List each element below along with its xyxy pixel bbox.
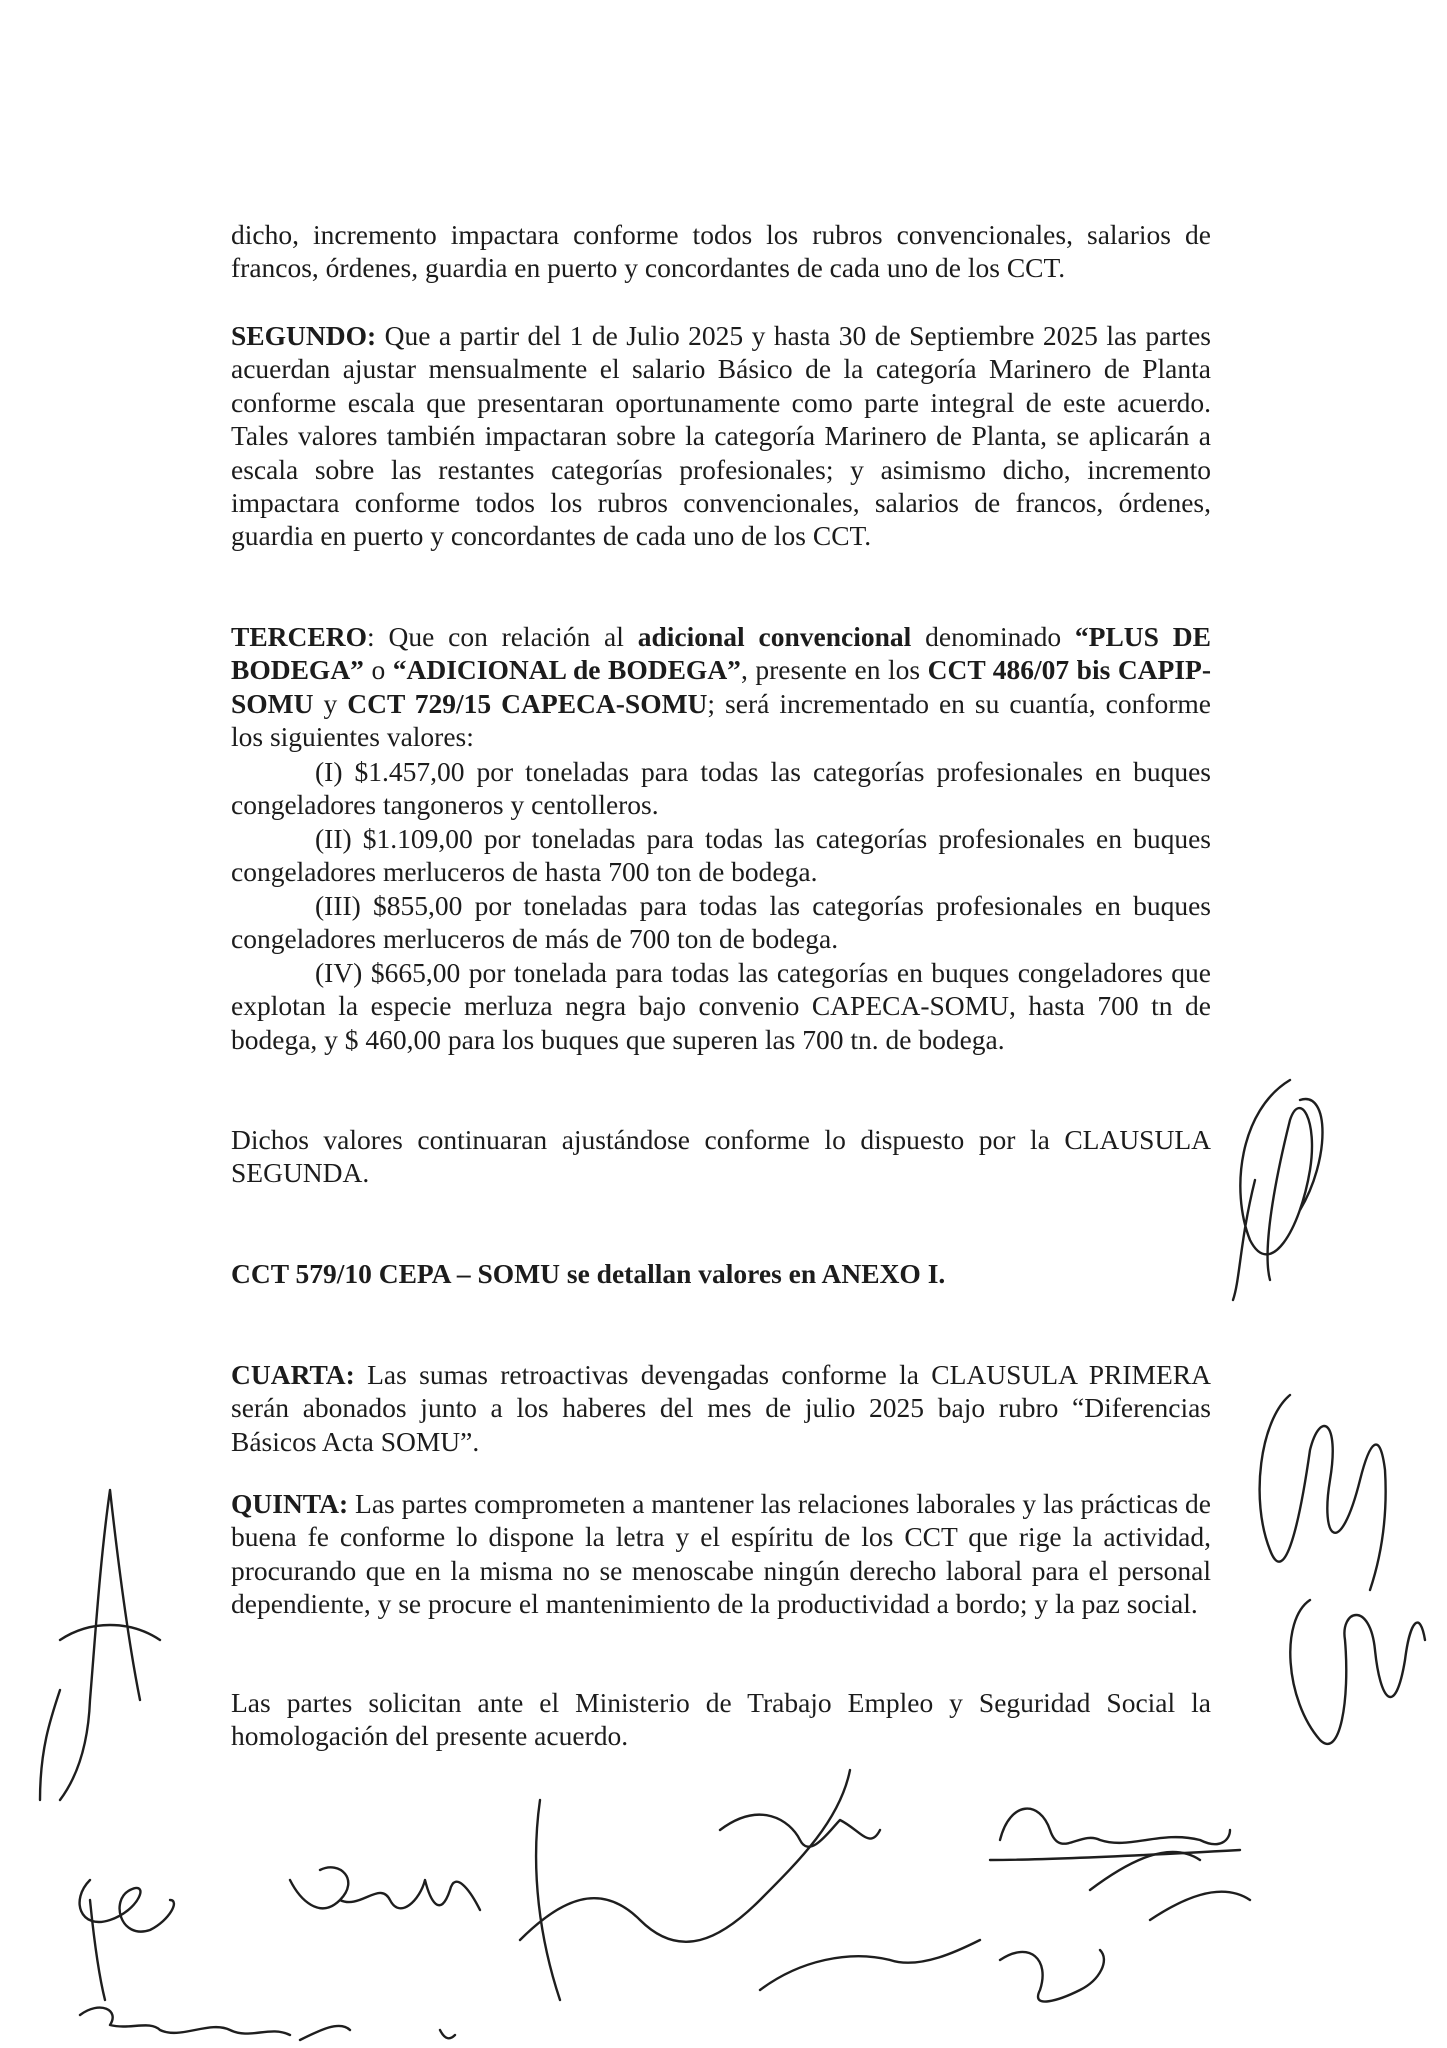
paragraph-closing: Las partes solicitan ante el Ministerio de Trabajo Empleo y Seguridad Social la homologación del presente acuerdo. bbox=[231, 1687, 1211, 1752]
signature-right-upper bbox=[1233, 1080, 1323, 1300]
tercero-item-1: (I) $1.457,00 por toneladas para todas las categorías profesionales en buques congeladores tangoneros y centolleros. bbox=[231, 756, 1211, 821]
cuarta-text: Las sumas retroactivas devengadas conforme la CLAUSULA PRIMERA serán abonados junto a los haberes del mes de julio 2025 bajo rubro “Diferencias Básicos Acta SOMU”. bbox=[231, 1359, 1211, 1457]
paragraph-dichos: Dichos valores continuaran ajustándose conforme lo dispuesto por la CLAUSULA SEGUNDA. bbox=[231, 1124, 1211, 1189]
paragraph-quinta bbox=[231, 1487, 1211, 1621]
signature-bottom-center-3 bbox=[720, 1815, 880, 1847]
quinta-label: QUINTA: bbox=[231, 1488, 349, 1519]
paragraph-intro bbox=[231, 218, 1211, 285]
cct579-text: CCT 579/10 CEPA – SOMU se detallan valores en ANEXO I. bbox=[231, 1258, 946, 1289]
segundo-text: Que a partir del 1 de Julio 2025 y hasta 30 de Septiembre 2025 las partes acuerdan ajustar mensualmente el salario Básico de la categoría Marinero de Planta conforme escala que presentaran oportunamente como parte integral de este acuerdo. Tales valores también impactaran sobre la categoría Marinero de Planta, se aplicarán a escala sobre las restantes categorías profesionales; y asimismo dicho, incremento impactara conforme todos los rubros convencionales, salarios de francos, órdenes, guardia en puerto y concordantes de cada uno de los CCT. bbox=[231, 320, 1211, 552]
signature-right-lower bbox=[1290, 1600, 1425, 1744]
paragraph-cct579 bbox=[231, 1257, 1211, 1290]
signature-bottom-left-2 bbox=[80, 2008, 455, 2040]
tercero-item-3: (III) $855,00 por toneladas para todas las categorías profesionales en buques congeladores merluceros de más de 700 ton de bodega. bbox=[231, 890, 1211, 955]
signature-bottom-right-3 bbox=[760, 1940, 980, 1990]
signature-bottom-center-2 bbox=[520, 1770, 850, 2000]
tercero-item-2: (II) $1.109,00 por toneladas para todas las categorías profesionales en buques congeladores merluceros de hasta 700 ton de bodega. bbox=[231, 823, 1211, 888]
paragraph-tercero: TERCERO: Que con relación al adicional convencional denominado “PLUS DE BODEGA” o “ADICIONAL de BODEGA”, presente en los CCT 486/07 bis CAPIP-SOMU y CCT 729/15 CAPECA-SOMU; será incrementado en su cuantía, conforme los siguientes valores: bbox=[231, 621, 1211, 753]
paragraph-cuarta bbox=[231, 1358, 1211, 1458]
signature-right-middle bbox=[1260, 1395, 1386, 1590]
signature-bottom-right-1 bbox=[990, 1809, 1240, 1860]
signature-bottom-right-2 bbox=[1000, 1852, 1250, 2002]
quinta-text: Las partes comprometen a mantener las relaciones laborales y las prácticas de buena fe conforme lo dispone la letra y el espíritu de los CCT que rige la actividad, procurando que en la misma no se menoscabe ningún derecho laboral para el personal dependiente, y se procure el mantenimiento de la productividad a bordo; y la paz social. bbox=[231, 1488, 1211, 1620]
signature-bottom-left bbox=[80, 1880, 174, 2000]
signature-left-tall bbox=[40, 1490, 160, 1800]
tercero-label: TERCERO bbox=[231, 621, 367, 652]
tercero-item-4: (IV) $665,00 por tonelada para todas las categorías en buques congeladores que explotan la especie merluza negra bajo convenio CAPECA-SOMU, hasta 700 tn de bodega, y $ 460,00 para los buques que superen las 700 tn. de bodega. bbox=[231, 957, 1211, 1055]
cuarta-label: CUARTA: bbox=[231, 1359, 355, 1390]
intro-text: dicho, incremento impactara conforme todos los rubros convencionales, salarios de francos, órdenes, guardia en puerto y concordantes de cada uno de los CCT. bbox=[231, 219, 1211, 284]
paragraph-segundo bbox=[231, 319, 1211, 553]
signature-bottom-center-1 bbox=[290, 1867, 480, 1910]
segundo-label: SEGUNDO: bbox=[231, 320, 377, 351]
